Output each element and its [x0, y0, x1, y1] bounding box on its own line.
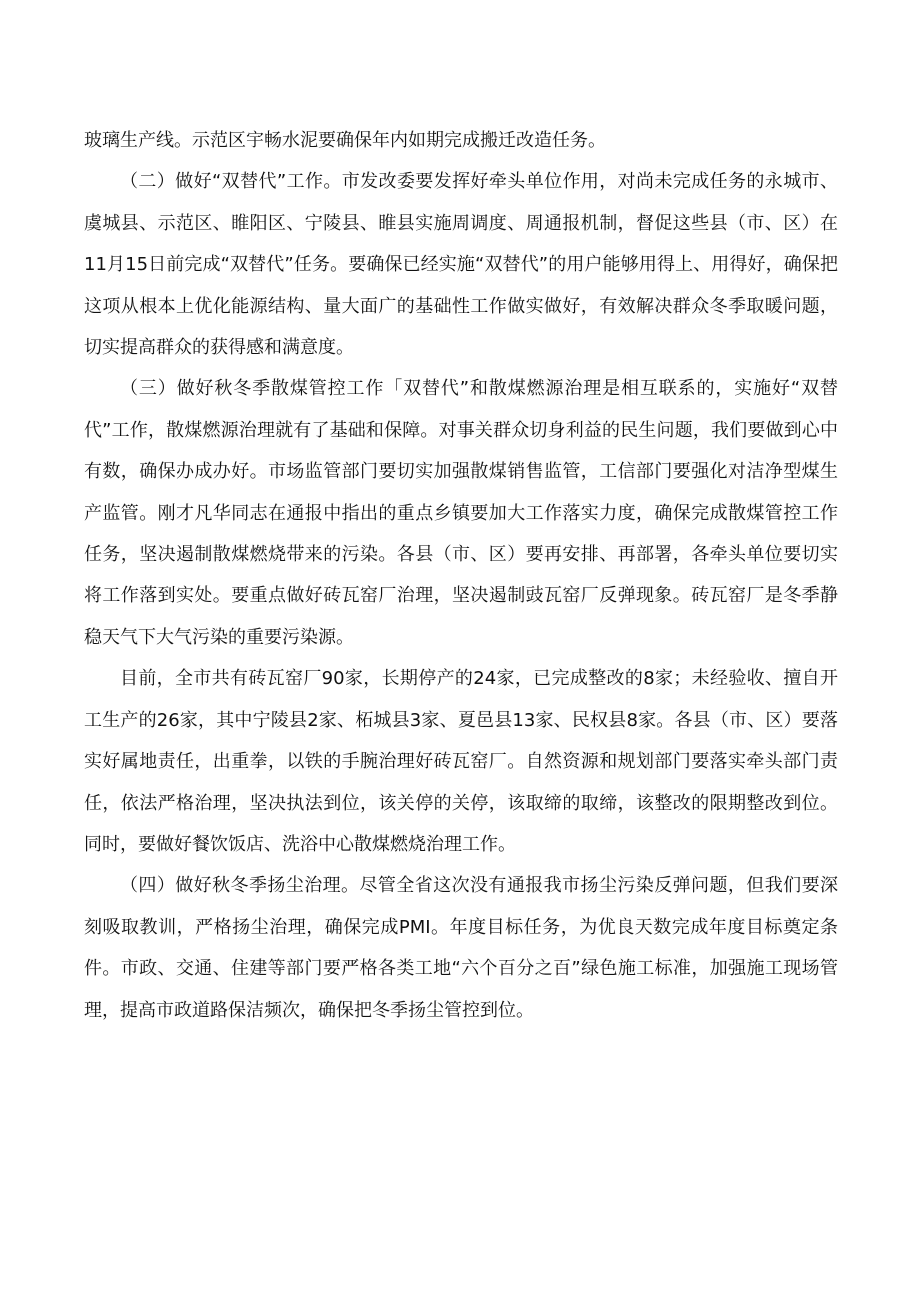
document-body: [84, 120, 838, 1031]
paragraph-dust-control: （四）做好秋冬季扬尘治理。尽管全省这次没有通报我市扬尘污染反弹问题，但我们要深刻吸取教训，严格扬尘治理，确保完成PMI。年度目标任务，为优良天数完成年度目标奠定条件。市政、交通、住建等部门要严格各类工地“六个百分之百”绿色施工标准，加强施工现场管理，提高市政道路保洁频次，确保把冬季扬尘管控到位。: [84, 875, 838, 1021]
paragraph-double-substitution: （二）做好“双替代”工作。市发改委要发挥好牵头单位作用，对尚未完成任务的永城市、虞城县、示范区、睢阳区、宁陵县、睢县实施周调度、周通报机制，督促这些县（市、区）在11月15日前完成“双替代”任务。要确保已经实施“双替代”的用户能够用得上、用得好，确保把这项从根本上优化能源结构、量大面广的基础性工作做实做好，有效解决群众冬季取暖问题，切实提高群众的获得感和满意度。: [84, 171, 838, 359]
paragraph-brick-kiln-status: 目前，全市共有砖瓦窑厂90家，长期停产的24家，已完成整改的8家；未经验收、擅自开工生产的26家，其中宁陵县2家、柘城县3家、夏邑县13家、民权县8家。各县（市、区）要落实好属地责任，出重拳，以铁的手腕治理好砖瓦窑厂。自然资源和规划部门要落实牵头部门责任，依法严格治理，坚决执法到位，该关停的关停，该取缔的取缔，该整改的限期整改到位。同时，要做好餐饮饭店、洗浴中心散煤燃烧治理工作。: [84, 668, 838, 855]
paragraph-continuation: 玻璃生产线。示范区宇畅水泥要确保年内如期完成搬迁改造任务。: [84, 130, 606, 151]
paragraph-loose-coal-control: （三）做好秋冬季散煤管控工作「双替代”和散煤燃源治理是相互联系的，实施好“双替代”工作，散煤燃源治理就有了基础和保障。对事关群众切身利益的民生问题，我们要做到心中有数，确保办成办好。市场监管部门要切实加强散煤销售监管，工信部门要强化对洁净型煤生产监管。刚才凡华同志在通报中指出的重点乡镇要加大工作落实力度，确保完成散煤管控工作任务，坚决遏制散煤燃烧带来的污染。各县（市、区）要再安排、再部署，各牵头单位要切实将工作落到实处。要重点做好砖瓦窑厂治理，坚决遏制豉瓦窑厂反弹现象。砖瓦窑厂是冬季静稳天气下大气污染的重要污染源。: [84, 378, 838, 648]
